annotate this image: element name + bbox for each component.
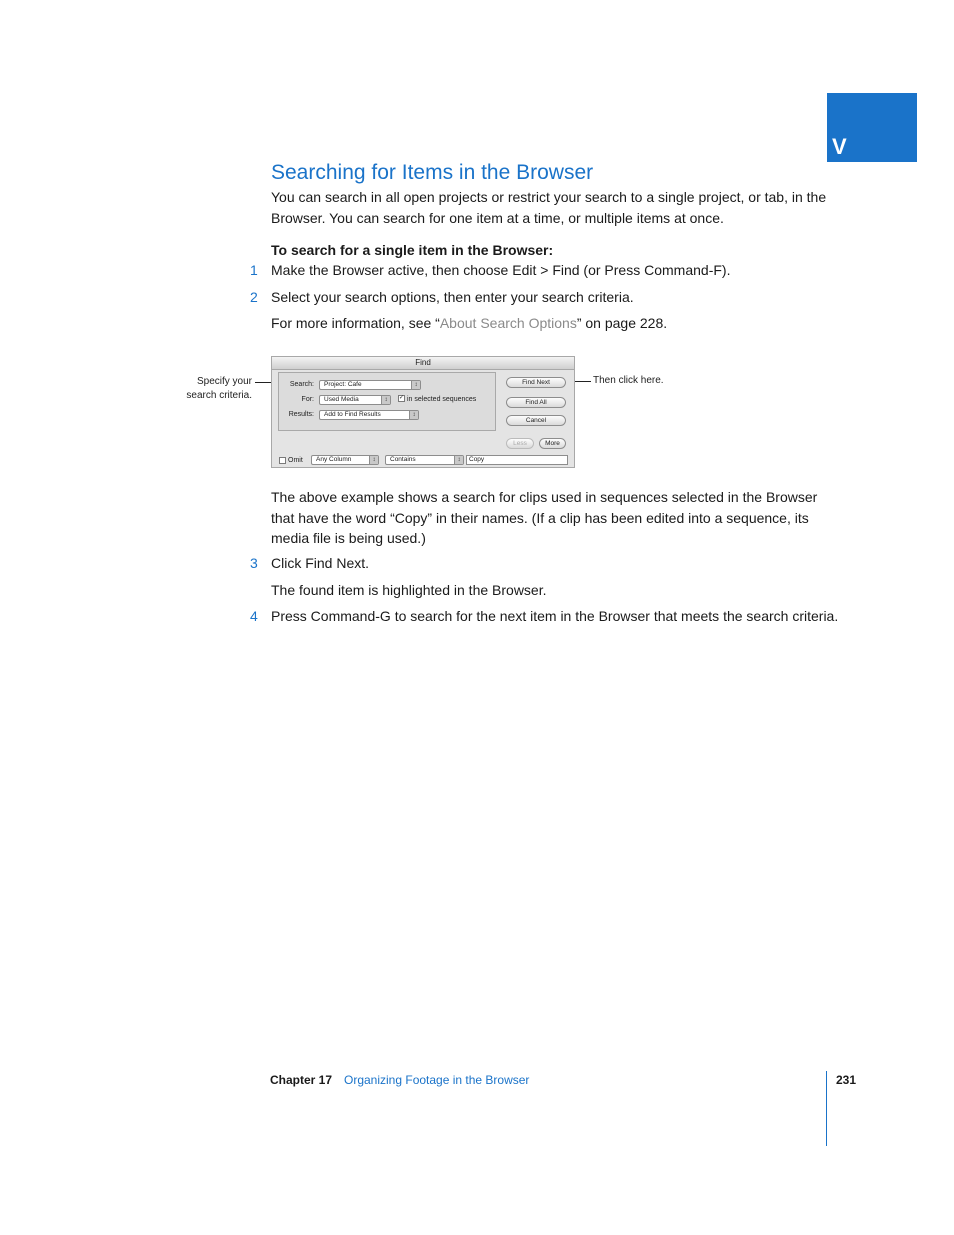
- step-number: 2: [250, 289, 258, 305]
- step-number: 3: [250, 555, 258, 571]
- page-number: 231: [836, 1073, 857, 1087]
- callout-right: Then click here.: [593, 375, 664, 386]
- more-button[interactable]: More: [539, 438, 566, 449]
- selected-sequences-checkbox[interactable]: ✓: [399, 395, 405, 401]
- omit-label: Omit: [288, 457, 303, 464]
- part-tab: [827, 93, 917, 162]
- for-label: For:: [301, 396, 314, 403]
- callout-left: [183, 375, 252, 403]
- about-search-options-link[interactable]: About Search Options: [439, 315, 577, 331]
- find-next-button[interactable]: Find Next: [506, 377, 566, 388]
- intro-paragraph: You can search in all open projects or restrict your search to a single project, or tab, in the Browser. You can search for one item at a time, or multiple items at once.: [271, 189, 827, 226]
- footer-chapter-title[interactable]: Organizing Footage in the Browser: [344, 1073, 530, 1087]
- find-dialog-title: Find: [272, 357, 574, 370]
- omit-checkbox[interactable]: [279, 457, 286, 464]
- results-popup-value: Add to Find Results: [324, 411, 381, 418]
- find-dialog: [271, 356, 575, 468]
- callout-left-line2: search criteria.: [186, 390, 252, 401]
- operator-popup[interactable]: [385, 455, 464, 465]
- chevron-updown-icon: ↕: [369, 456, 378, 464]
- step-text: Make the Browser active, then choose Edit > Find (or Press Command-F).: [271, 262, 731, 278]
- cancel-button[interactable]: Cancel: [506, 415, 566, 426]
- footer-chapter: Chapter 17: [270, 1073, 333, 1087]
- less-button[interactable]: Less: [506, 438, 534, 449]
- operator-popup-value: Contains: [390, 456, 416, 463]
- criteria-field[interactable]: Copy: [466, 455, 568, 465]
- results-label: Results:: [288, 411, 314, 418]
- more-info-prefix: For more information, see “: [271, 315, 440, 331]
- column-popup-value: Any Column: [316, 456, 352, 463]
- found-note: The found item is highlighted in the Browser.: [271, 582, 547, 598]
- step-text: Select your search options, then enter your search criteria.: [271, 289, 634, 305]
- for-popup-value: Used Media: [324, 396, 359, 403]
- column-popup[interactable]: [311, 455, 379, 465]
- for-popup[interactable]: [319, 395, 391, 405]
- callout-left-line1: Specify your: [196, 376, 252, 387]
- chevron-updown-icon: ↕: [411, 381, 420, 389]
- chevron-updown-icon: ↕: [454, 456, 463, 464]
- section-title: Searching for Items in the Browser: [271, 161, 594, 184]
- chevron-updown-icon: ↕: [381, 396, 390, 404]
- procedure-heading: To search for a single item in the Browser:: [271, 242, 554, 258]
- step-text: Click Find Next.: [271, 555, 370, 571]
- footer-divider: [826, 1071, 827, 1146]
- more-info: [271, 313, 831, 334]
- step-number: 1: [250, 262, 258, 278]
- step-text: Press Command-G to search for the next item in the Browser that meets the search criteria.: [271, 608, 839, 624]
- example-explanation: The above example shows a search for clips used in sequences selected in the Browser that have the word “Copy” in their names. (If a clip has been edited into a sequence, its media file is being used.): [271, 489, 818, 546]
- search-popup[interactable]: [319, 380, 421, 390]
- search-options-group: [278, 372, 496, 431]
- step-number: 4: [250, 608, 258, 624]
- part-label: V: [832, 134, 848, 159]
- search-label: Search:: [289, 381, 314, 388]
- find-all-button[interactable]: Find All: [506, 397, 566, 408]
- more-info-suffix: ” on page 228.: [576, 315, 668, 331]
- selected-sequences-label: in selected sequences: [407, 396, 477, 403]
- chevron-updown-icon: ↕: [409, 411, 418, 419]
- results-popup[interactable]: [319, 410, 419, 420]
- search-popup-value: Project: Cafe: [324, 381, 362, 388]
